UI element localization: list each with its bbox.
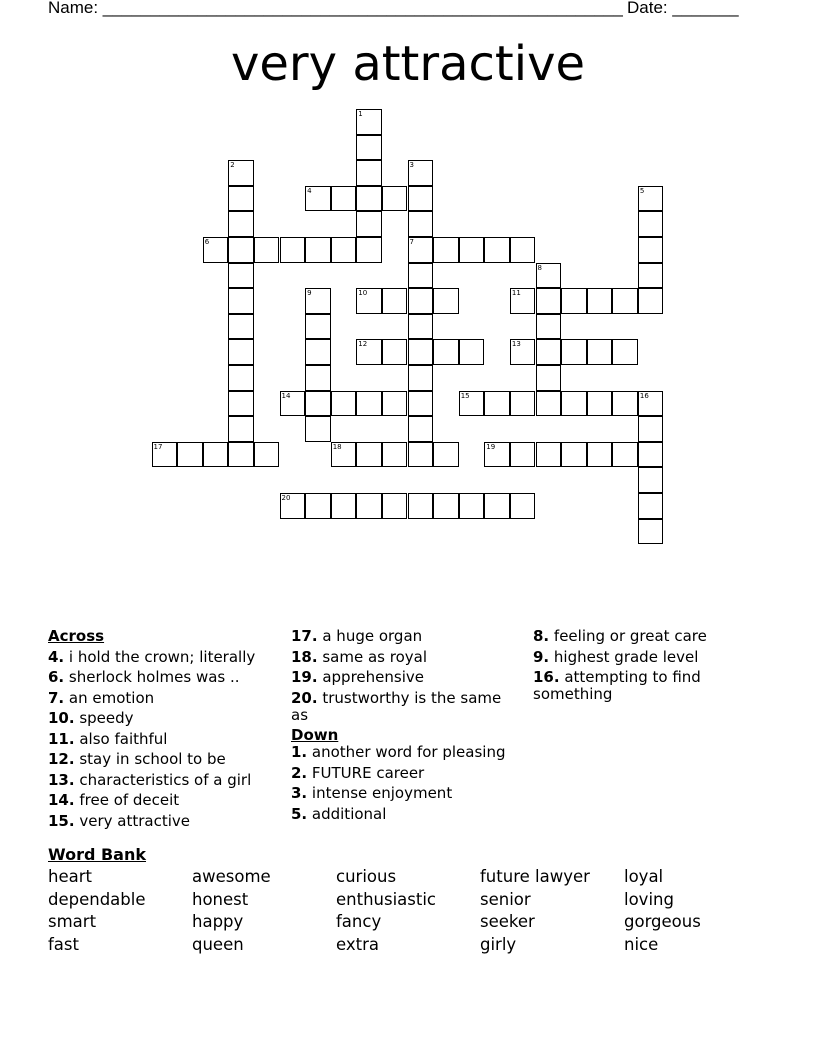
grid-cell[interactable] xyxy=(433,288,459,314)
clue-text: highest grade level xyxy=(549,647,699,666)
page-title: very attractive xyxy=(230,36,586,92)
grid-cell[interactable] xyxy=(228,416,254,442)
clue-number: 7 xyxy=(409,238,414,246)
clue-text: i hold the crown; literally xyxy=(64,647,256,666)
grid-cell[interactable] xyxy=(408,288,434,314)
grid-cell[interactable] xyxy=(536,391,562,417)
grid-cell[interactable] xyxy=(433,339,459,365)
clue-item xyxy=(48,690,278,707)
grid-cell[interactable] xyxy=(536,314,562,340)
word-bank-item: enthusiastic xyxy=(336,889,437,909)
grid-cell[interactable] xyxy=(382,391,408,417)
grid-cell[interactable] xyxy=(382,442,408,468)
clue-item xyxy=(291,669,516,686)
clue-text: free of deceit xyxy=(74,791,180,809)
grid-cell[interactable] xyxy=(484,442,510,468)
grid-cell[interactable] xyxy=(408,237,434,263)
clue-item xyxy=(48,710,278,727)
clue-number: 16 xyxy=(639,391,649,400)
word-bank-item: nice xyxy=(624,934,659,954)
grid-cell[interactable] xyxy=(356,391,382,417)
grid-cell[interactable] xyxy=(280,237,306,263)
grid-cell[interactable] xyxy=(408,365,434,391)
clue-text: another word for pleasing xyxy=(307,743,506,761)
clue-number: 16. xyxy=(533,668,560,686)
grid-cell[interactable] xyxy=(356,186,382,212)
grid-cell[interactable] xyxy=(510,237,536,263)
grid-cell[interactable] xyxy=(612,442,638,468)
clue-text: apprehensive xyxy=(317,668,424,686)
grid-cell[interactable] xyxy=(408,391,434,417)
word-bank-item: queen xyxy=(192,934,244,954)
grid-cell[interactable] xyxy=(280,493,306,519)
grid-cell[interactable] xyxy=(382,288,408,314)
word-bank-item: loving xyxy=(624,889,674,909)
grid-cell[interactable] xyxy=(305,339,331,365)
grid-cell[interactable] xyxy=(433,442,459,468)
grid-cell[interactable] xyxy=(331,493,357,519)
clue-number: 2 xyxy=(230,161,235,170)
clue-item xyxy=(48,649,278,666)
across-clues-continued xyxy=(291,628,516,724)
grid-cell[interactable] xyxy=(433,237,459,263)
clue-number: 14. xyxy=(48,791,75,809)
clue-number: 6 xyxy=(204,238,210,246)
clue-text: very attractive xyxy=(74,811,190,830)
grid-cell[interactable] xyxy=(638,493,664,519)
grid-cell[interactable] xyxy=(638,211,664,237)
grid-cell[interactable] xyxy=(510,493,536,519)
word-bank-item: smart xyxy=(48,912,97,932)
word-bank-item: fast xyxy=(48,934,79,954)
grid-cell[interactable] xyxy=(331,186,357,212)
clue-item xyxy=(48,813,278,830)
clue-number: 8. xyxy=(533,627,550,645)
name-field: Name: _______________________________________________________ xyxy=(48,0,623,17)
clue-text: same as royal xyxy=(317,647,427,666)
down-clues xyxy=(291,744,516,823)
grid-cell[interactable] xyxy=(638,263,664,289)
word-bank-item: gorgeous xyxy=(624,912,701,932)
grid-cell[interactable] xyxy=(152,442,178,468)
grid-cell[interactable] xyxy=(382,493,408,519)
word-bank xyxy=(48,867,744,957)
grid-cell[interactable] xyxy=(536,365,562,391)
clue-number: 19 xyxy=(486,442,496,451)
clue-text: sherlock holmes was .. xyxy=(64,668,240,686)
clue-number: 20 xyxy=(281,494,291,502)
word-bank-item: senior xyxy=(480,889,531,909)
clue-number: 17 xyxy=(153,442,163,451)
clue-number: 6. xyxy=(48,668,65,686)
grid-cell[interactable] xyxy=(612,391,638,417)
grid-cell[interactable] xyxy=(612,288,638,314)
grid-cell[interactable] xyxy=(356,160,382,186)
grid-cell[interactable] xyxy=(228,211,254,237)
grid-cell[interactable] xyxy=(331,442,357,468)
grid-cell[interactable] xyxy=(228,339,254,365)
grid-cell[interactable] xyxy=(587,391,613,417)
word-bank-item: dependable xyxy=(48,889,146,909)
grid-cell[interactable] xyxy=(228,391,254,417)
clue-number: 17. xyxy=(291,627,318,645)
grid-cell[interactable] xyxy=(356,237,382,263)
grid-cell[interactable] xyxy=(433,493,459,519)
grid-cell[interactable] xyxy=(356,442,382,468)
clue-number: 18 xyxy=(332,442,342,451)
grid-cell[interactable] xyxy=(331,237,357,263)
grid-cell[interactable] xyxy=(305,186,331,212)
grid-cell[interactable] xyxy=(612,339,638,365)
grid-cell[interactable] xyxy=(561,391,587,417)
grid-cell[interactable] xyxy=(305,314,331,340)
clue-number: 3. xyxy=(291,784,308,802)
grid-cell[interactable] xyxy=(254,442,280,468)
clue-item xyxy=(291,649,516,666)
date-field: Date: _______ xyxy=(627,0,739,17)
grid-cell[interactable] xyxy=(356,288,382,314)
grid-cell[interactable] xyxy=(638,237,664,263)
grid-cell[interactable] xyxy=(459,237,485,263)
grid-cell[interactable] xyxy=(459,493,485,519)
grid-cell[interactable] xyxy=(228,237,254,263)
grid-cell[interactable] xyxy=(228,314,254,340)
grid-cell[interactable] xyxy=(484,237,510,263)
grid-cell[interactable] xyxy=(408,339,434,365)
clue-number: 12. xyxy=(48,750,75,768)
grid-cell[interactable] xyxy=(382,186,408,212)
clue-number: 2. xyxy=(291,763,308,782)
grid-cell[interactable] xyxy=(536,339,562,365)
clue-item xyxy=(291,690,516,724)
grid-cell[interactable] xyxy=(484,391,510,417)
clue-number: 19. xyxy=(291,668,318,686)
clue-item xyxy=(48,772,278,789)
clue-text: stay in school to be xyxy=(74,750,226,768)
grid-cell[interactable] xyxy=(228,288,254,314)
clue-item xyxy=(291,785,516,802)
across-heading: Across xyxy=(48,627,105,645)
grid-cell[interactable] xyxy=(536,288,562,314)
clue-text: FUTURE career xyxy=(307,763,425,782)
grid-cell[interactable] xyxy=(356,493,382,519)
grid-cell[interactable] xyxy=(536,442,562,468)
clue-item xyxy=(533,669,768,703)
grid-cell[interactable] xyxy=(459,339,485,365)
grid-cell[interactable] xyxy=(561,442,587,468)
clue-number: 9. xyxy=(533,647,550,666)
word-bank-item: honest xyxy=(192,889,249,909)
clue-text: trustworthy is the same as xyxy=(291,688,502,724)
grid-cell[interactable] xyxy=(459,391,485,417)
grid-cell[interactable] xyxy=(587,442,613,468)
word-bank-item: happy xyxy=(192,912,244,932)
clue-number: 5 xyxy=(639,186,645,195)
grid-cell[interactable] xyxy=(638,186,664,212)
clue-number: 12 xyxy=(358,340,368,349)
grid-cell[interactable] xyxy=(484,493,510,519)
clue-number: 13 xyxy=(511,340,521,349)
clue-text: a huge organ xyxy=(317,627,423,645)
grid-cell[interactable] xyxy=(510,442,536,468)
clue-number: 14 xyxy=(281,391,291,400)
grid-cell[interactable] xyxy=(408,186,434,212)
grid-cell[interactable] xyxy=(587,288,613,314)
clue-item xyxy=(533,628,768,645)
word-bank-item: awesome xyxy=(192,867,271,886)
grid-cell[interactable] xyxy=(305,237,331,263)
grid-cell[interactable] xyxy=(228,160,254,186)
grid-cell[interactable] xyxy=(356,339,382,365)
grid-cell[interactable] xyxy=(587,339,613,365)
grid-cell[interactable] xyxy=(638,391,664,417)
clue-number: 13. xyxy=(48,770,75,789)
grid-cell[interactable] xyxy=(510,339,536,365)
grid-cell[interactable] xyxy=(510,288,536,314)
grid-cell[interactable] xyxy=(356,211,382,237)
clue-number: 1 xyxy=(358,110,363,118)
grid-cell[interactable] xyxy=(408,314,434,340)
grid-cell[interactable] xyxy=(305,365,331,391)
grid-cell[interactable] xyxy=(228,365,254,391)
grid-cell[interactable] xyxy=(228,186,254,212)
clue-number: 3 xyxy=(409,161,414,170)
clue-item xyxy=(291,744,516,761)
grid-cell[interactable] xyxy=(408,160,434,186)
clues-column-2 xyxy=(291,628,516,823)
clue-number: 18. xyxy=(291,647,318,666)
down-heading: Down xyxy=(291,726,339,744)
grid-cell[interactable] xyxy=(638,416,664,442)
clue-number: 4 xyxy=(307,186,312,195)
word-bank-item: heart xyxy=(48,867,92,886)
grid-cell[interactable] xyxy=(305,416,331,442)
clue-item xyxy=(48,792,278,809)
grid-cell[interactable] xyxy=(203,442,229,468)
word-bank-item: seeker xyxy=(480,912,535,932)
grid-cell[interactable] xyxy=(408,442,434,468)
grid-cell[interactable] xyxy=(536,263,562,289)
clue-item xyxy=(291,765,516,782)
grid-cell[interactable] xyxy=(638,288,664,314)
clue-number: 4. xyxy=(48,647,65,666)
clue-item xyxy=(291,806,516,823)
clue-number: 11 xyxy=(511,289,521,298)
clue-number: 9 xyxy=(307,289,312,298)
grid-cell[interactable] xyxy=(331,391,357,417)
clue-number: 11. xyxy=(48,729,75,748)
grid-cell[interactable] xyxy=(228,442,254,468)
grid-cell[interactable] xyxy=(356,109,382,135)
clue-item xyxy=(291,628,516,645)
clue-number: 1. xyxy=(291,743,308,761)
clue-number: 10. xyxy=(48,709,75,727)
clue-number: 5. xyxy=(291,804,308,823)
grid-cell[interactable] xyxy=(408,211,434,237)
clue-text: also faithful xyxy=(74,729,168,748)
word-bank-item: fancy xyxy=(336,912,382,932)
clue-item xyxy=(48,751,278,768)
clue-text: additional xyxy=(307,804,387,823)
grid-cell[interactable] xyxy=(356,135,382,161)
grid-cell[interactable] xyxy=(203,237,229,263)
grid-cell[interactable] xyxy=(638,442,664,468)
grid-cell[interactable] xyxy=(408,263,434,289)
grid-cell[interactable] xyxy=(638,519,664,545)
clue-item xyxy=(533,649,768,666)
clue-number: 7. xyxy=(48,688,65,707)
clue-text: characteristics of a girl xyxy=(74,770,252,789)
grid-cell[interactable] xyxy=(408,493,434,519)
clue-number: 15. xyxy=(48,811,75,830)
grid-cell[interactable] xyxy=(382,339,408,365)
grid-cell[interactable] xyxy=(638,467,664,493)
grid-cell[interactable] xyxy=(177,442,203,468)
clue-text: intense enjoyment xyxy=(307,784,453,802)
grid-cell[interactable] xyxy=(254,237,280,263)
clue-number: 20. xyxy=(291,688,318,707)
clues-column-3 xyxy=(533,628,768,703)
grid-cell[interactable] xyxy=(305,493,331,519)
clue-text: attempting to find something xyxy=(533,668,701,703)
word-bank-item: girly xyxy=(480,934,517,954)
clues-column-1 xyxy=(48,628,278,830)
grid-cell[interactable] xyxy=(305,288,331,314)
clue-item xyxy=(48,731,278,748)
word-bank-item: extra xyxy=(336,934,379,954)
word-bank-title: Word Bank xyxy=(48,845,147,864)
grid-cell[interactable] xyxy=(561,288,587,314)
grid-cell[interactable] xyxy=(561,339,587,365)
word-bank-item: future lawyer xyxy=(480,867,590,886)
clue-number: 10 xyxy=(358,289,368,298)
grid-cell[interactable] xyxy=(408,416,434,442)
clue-text: feeling or great care xyxy=(549,627,707,645)
word-bank-item: curious xyxy=(336,867,397,886)
word-bank-item: loyal xyxy=(624,867,664,886)
clue-number: 15 xyxy=(460,391,470,400)
grid-cell[interactable] xyxy=(305,391,331,417)
clue-text: an emotion xyxy=(64,688,155,707)
grid-cell[interactable] xyxy=(280,391,306,417)
clue-text: speedy xyxy=(74,709,134,727)
clue-item xyxy=(48,669,278,686)
grid-cell[interactable] xyxy=(228,263,254,289)
grid-cell[interactable] xyxy=(510,391,536,417)
clue-number: 8 xyxy=(537,263,542,272)
